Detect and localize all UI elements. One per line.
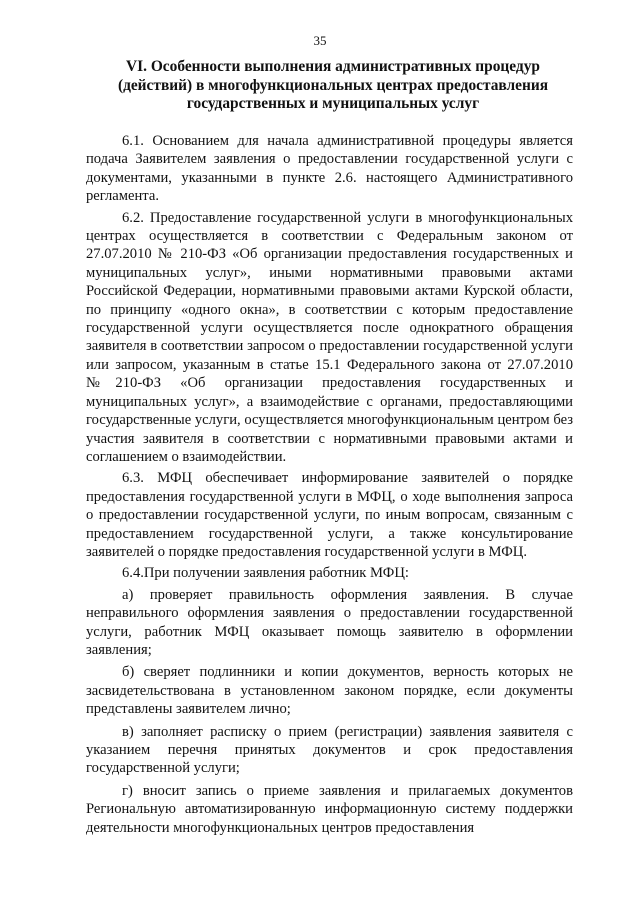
page-number: 35 <box>313 33 327 48</box>
list-item-b: б) сверяет подлинники и копии документов, верность которых не засвидетельствована в установленном законом порядке, если документы представлены заявителем лично; <box>86 664 573 718</box>
paragraph-6-4: 6.4.При получении заявления работник МФЦ: <box>122 565 409 582</box>
paragraph-6-1: 6.1. Основанием для начала административной процедуры является подача Заявителем заявления о предоставлении государственной услуги с документами, указанными в пункте 2.6. настоящего Административного регламента. <box>86 133 573 205</box>
section-heading: VI. Особенности выполнения административных процедур (действий) в многофункциональных центрах предоставления государственных и муниципальных услуг <box>117 58 549 112</box>
list-item-g: г) вносит запись о приеме заявления и прилагаемых документов Региональную автоматизированную информационную систему поддержки деятельности многофункциональных центров предоставления <box>86 782 573 836</box>
list-item-v: в) заполняет расписку о прием (регистрации) заявления заявителя с указанием перечня принятых документов и срок предоставления государственной услуги; <box>86 723 573 777</box>
document-body <box>86 132 573 840</box>
paragraph-6-2: 6.2. Предоставление государственной услуги в многофункциональных центрах осуществляется в соответствии с Федеральным законом от 27.07.2010 № 210-ФЗ «Об организации предоставления государственных и муниципальных услуг», иными нормативными правовыми актами Российской Федерации, нормативными правовыми актами Курской области, по принципу «одного окна», в соответствии с которым предоставление государственной услуги осуществляется после однократного обращения заявителя в соответствии запросом о предоставлении государственной услуги или запросом, указанным в статье 15.1 Федерального закона от 27.07.2010 №210-ФЗ «Об организации предоставления государственных и муниципальных услуг», а взаимодействие с органами, предоставляющими государственные услуги, осуществляется многофункциональным центром без участия заявителя в соответствии с нормативными правовыми актами и соглашением о взаимодействии. <box>86 209 573 465</box>
list-item-a: а) проверяет правильность оформления заявления. В случае неправильного оформления заявления о предоставлении государственной услуги, работник МФЦ оказывает помощь заявителю в оформлении заявления; <box>86 586 573 658</box>
paragraph-6-3: 6.3. МФЦ обеспечивает информирование заявителей о порядке предоставления государственной услуги в МФЦ, о ходе выполнения запроса о предоставлении государственной услуги, по иным вопросам, связанным с предоставлением государственной услуги, а также консультирование заявителей о порядке предоставления государственной услуги в МФЦ. <box>86 470 573 560</box>
